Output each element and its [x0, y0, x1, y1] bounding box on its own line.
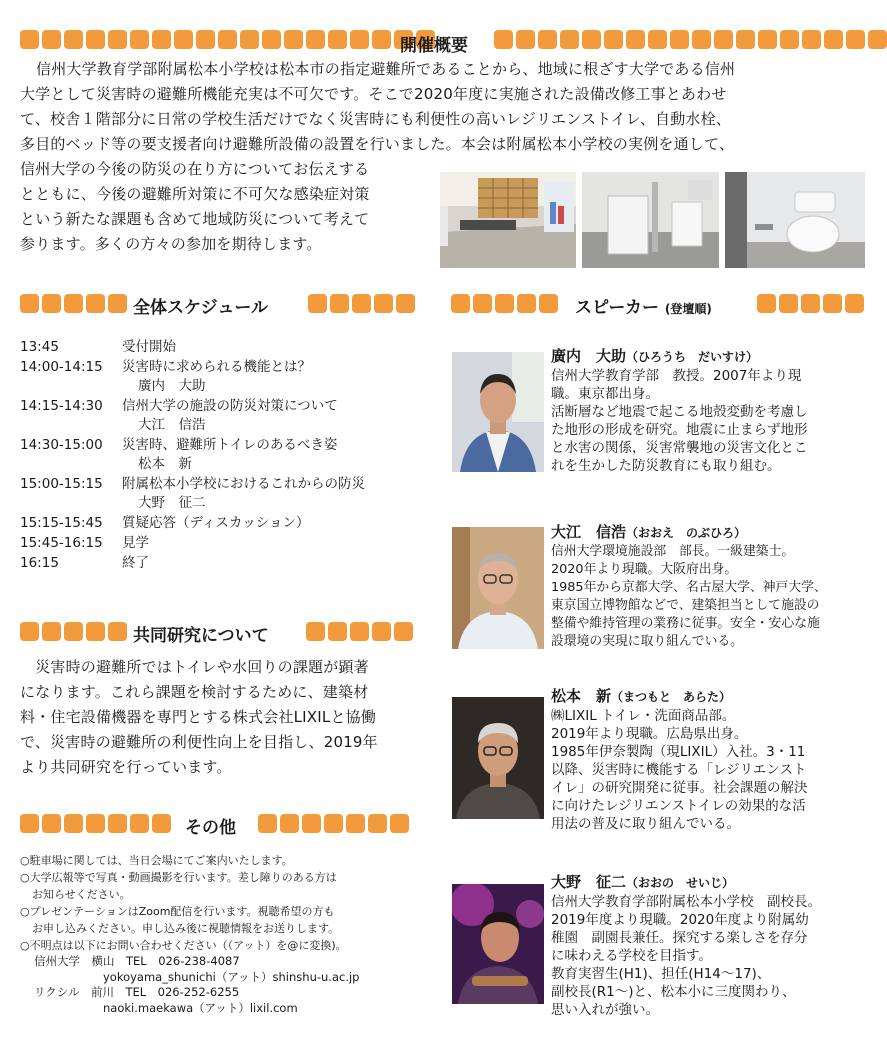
speaker-bio [551, 893, 877, 1019]
schedule-row [20, 396, 420, 416]
deco-square [302, 814, 321, 833]
deco-square [20, 294, 39, 313]
deco-square [824, 30, 843, 49]
speaker-kana: （おおの せいじ） [626, 876, 735, 890]
speaker-photo-ono [452, 884, 544, 1004]
bio-line: 用法の普及に取り組んでいる。 [551, 816, 740, 832]
speaker-name-text: 大野 征二 [551, 873, 627, 891]
deco-square [86, 622, 105, 641]
photo-hallway [440, 172, 576, 268]
deco-square [626, 30, 645, 49]
deco-square [350, 30, 369, 49]
deco-square [374, 294, 393, 313]
schedule-speaker: 大野 征二 [138, 495, 206, 511]
schedule-bar-right [308, 294, 415, 313]
deco-square [284, 30, 303, 49]
deco-square [64, 30, 83, 49]
bio-line: 以降、災害時に機能する「レジリエンスト [551, 762, 807, 778]
speaker-bio [551, 707, 871, 833]
bio-line: に向けたレジリエンストイレの効果的な活 [551, 798, 806, 814]
research-line: で、災害時の避難所の利便性向上を目指し、2019年 [20, 733, 378, 751]
other-item-text: ○不明点は以下にお問い合わせください（（アット）を@に変換)。 [20, 939, 347, 952]
speakers-heading-text: スピーカー [575, 298, 659, 318]
deco-square [372, 30, 391, 49]
research-bar-left [20, 622, 127, 641]
overview-line: て、校舎１階部分に日常の学校生活だけでなく災害時にも利便性の高いレジリエンストイレ、自動水栓、 [20, 110, 732, 128]
deco-square [692, 30, 711, 49]
deco-square [517, 294, 536, 313]
deco-square [42, 622, 61, 641]
deco-square [20, 814, 39, 833]
deco-square [258, 814, 277, 833]
schedule-time: 16:15 [20, 555, 59, 571]
overview-line: 多目的ベッド等の要支援者向け避難所設備の設置を行いました。本会は附属松本小学校の実例を通して、 [20, 135, 735, 153]
deco-square [846, 30, 865, 49]
other-item-text: ○駐車場に関しては、当日会場にてご案内いたします。 [20, 854, 293, 867]
bio-line: 信州大学教育学部 教授。2007年より現 [551, 368, 802, 384]
speaker-kana: （ひろうち だいすけ） [626, 350, 759, 364]
bio-line: 信州大学環境施設部 部長。一級建築士。 [551, 544, 795, 559]
schedule-heading: 全体スケジュール [133, 298, 268, 318]
research-bar-right [306, 622, 413, 641]
deco-square [42, 30, 61, 49]
overview-line: 大学として災害時の避難所機能充実は不可欠です。そこで2020年度に実施された設備改修工事とあわせ [20, 85, 727, 103]
schedule-item: 信州大学の施設の防災対策について [122, 398, 338, 414]
schedule-time: 15:00-15:15 [20, 476, 103, 492]
speaker-kana: （おおえ のぶひろ） [626, 526, 747, 540]
deco-square [494, 30, 513, 49]
deco-square [538, 30, 557, 49]
speaker-name-text: 廣内 大助 [551, 347, 627, 365]
deco-square [86, 30, 105, 49]
deco-square [736, 30, 755, 49]
bio-line: 1985年から京都大学、名古屋大学、神戸大学、 [551, 580, 827, 595]
deco-square [539, 294, 558, 313]
bio-line: 活断層など地震で起こる地殻変動を考慮し [551, 404, 808, 420]
speaker-name [551, 872, 877, 893]
speaker-name [551, 346, 871, 367]
deco-square [779, 294, 798, 313]
speaker-photo-matsumoto [452, 697, 544, 819]
schedule-item: 災害時、避難所トイレのあるべき姿 [122, 437, 338, 453]
bio-line: れを生かした防災教育にも取り組む。 [551, 458, 781, 474]
deco-square [346, 814, 365, 833]
bio-line: 1985年伊奈製陶（現LIXIL）入社。3・11 [551, 744, 806, 760]
overview-line: とともに、今後の避難所対策に不可欠な感染症対策 [20, 185, 370, 203]
deco-square [757, 294, 776, 313]
speaker-name-text: 松本 新 [551, 687, 612, 705]
deco-square [64, 294, 83, 313]
deco-square [20, 622, 39, 641]
deco-square [86, 294, 105, 313]
speaker-photo-hirouchi [452, 352, 544, 472]
other-notes [20, 852, 430, 1016]
deco-square [648, 30, 667, 49]
deco-square [394, 622, 413, 641]
deco-square [306, 30, 325, 49]
deco-square [196, 30, 215, 49]
bio-line: ㈱LIXIL トイレ・洗面商品部。 [551, 708, 736, 724]
deco-square [42, 294, 61, 313]
schedule-time: 15:15-15:45 [20, 515, 103, 531]
deco-square [152, 814, 171, 833]
schedule-item: 終了 [122, 555, 149, 571]
bio-line: イレ」の研究開発に従事。社会課題の解決 [551, 780, 808, 796]
deco-square [516, 30, 535, 49]
deco-square [86, 814, 105, 833]
overview-bar-right [494, 30, 887, 49]
overview-line: という新たな課題も含めて地域防災について考えて [20, 210, 370, 228]
other-item [20, 937, 430, 954]
schedule-row [20, 337, 420, 357]
deco-square [714, 30, 733, 49]
other-bar-left [20, 814, 171, 833]
speaker-card [551, 346, 871, 475]
speakers-bar-left [451, 294, 558, 313]
speaker-name [551, 522, 871, 543]
deco-square [495, 294, 514, 313]
other-item [20, 903, 430, 937]
deco-square [108, 814, 127, 833]
schedule-row [20, 513, 420, 533]
other-item [20, 852, 430, 869]
deco-square [20, 30, 39, 49]
deco-square [560, 30, 579, 49]
speakers-heading [575, 293, 712, 318]
deco-square [42, 814, 61, 833]
contact-line: yokoyama_shunichi（アット）shinshu-u.ac.jp [34, 969, 360, 984]
speakers-bar-right [757, 294, 864, 313]
other-item-text: ○大学広報等で写真・動画撮影を行います。差し障りのある方は [20, 871, 337, 884]
bio-line: 職。東京都出身。 [551, 386, 659, 402]
bio-line: 教育実習生(H1)、担任(H14～17)、 [551, 966, 771, 982]
deco-square [451, 294, 470, 313]
deco-square [64, 814, 83, 833]
other-item-text: お知らせください。 [32, 888, 131, 901]
bio-line: 整備や維持管理の業務に従事。安全・安心な施 [551, 616, 820, 631]
deco-square [396, 294, 415, 313]
photo-toilet [725, 172, 865, 268]
schedule-row [20, 357, 420, 377]
bio-line: 思い入れが強い。 [551, 1002, 659, 1018]
speaker-card [551, 872, 877, 1019]
deco-square [240, 30, 259, 49]
research-heading: 共同研究について [133, 626, 269, 646]
deco-square [352, 294, 371, 313]
overview-line: 参ります。多くの方々の参加を期待します。 [20, 235, 322, 253]
schedule-row [20, 435, 420, 455]
schedule-speaker: 廣内 大助 [138, 378, 206, 394]
deco-square [368, 814, 387, 833]
bio-line: た地形の形成を研究。地震に止まらず地形 [551, 422, 808, 438]
bio-line: 副校長(R1～)と、松本小に三度関わり、 [551, 984, 796, 1000]
bio-line: 稚園 副園長兼任。探究する楽しさを存分 [551, 930, 808, 946]
schedule-bar-left [20, 294, 127, 313]
bio-line: に味わえる学校を目指す。 [551, 948, 712, 964]
deco-square [868, 30, 887, 49]
speaker-bio [551, 543, 871, 651]
deco-square [758, 30, 777, 49]
schedule-time: 14:30-15:00 [20, 437, 103, 453]
speaker-kana: （まつもと あらた） [611, 690, 732, 704]
schedule-item: 見学 [122, 535, 149, 551]
schedule-item: 附属松本小学校におけるこれからの防災 [122, 476, 365, 492]
research-line: より共同研究を行っています。 [20, 758, 232, 776]
deco-square [802, 30, 821, 49]
other-item-text: お申し込みください。申し込み後に視聴情報をお送りします。 [32, 922, 340, 935]
other-item-text: ○プレゼンテーションはZoom配信を行います。視聴希望の方も [20, 905, 335, 918]
bio-line: 2019年より現職。広島県出身。 [551, 726, 748, 742]
deco-square [780, 30, 799, 49]
bio-line: 信州大学教育学部附属松本小学校 副校長。 [551, 894, 821, 910]
deco-square [130, 814, 149, 833]
deco-square [174, 30, 193, 49]
contact-line: リクシル 前川 TEL 026-252-6255 [34, 985, 240, 999]
deco-square [152, 30, 171, 49]
research-text [20, 655, 420, 780]
deco-square [262, 30, 281, 49]
overview-bar-left [20, 30, 435, 49]
deco-square [582, 30, 601, 49]
bio-line: 東京国立博物館などで、建築担当として施設の [551, 598, 820, 613]
speaker-name [551, 686, 871, 707]
deco-square [130, 30, 149, 49]
deco-square [280, 814, 299, 833]
schedule-time: 14:15-14:30 [20, 398, 103, 414]
deco-square [823, 294, 842, 313]
speaker-name-text: 大江 信浩 [551, 523, 627, 541]
research-line: 災害時の避難所ではトイレや水回りの課題が顕著 [20, 658, 369, 676]
deco-square [308, 294, 327, 313]
schedule-item: 災害時に求められる機能とは？ [122, 359, 311, 375]
other-heading: その他 [185, 818, 236, 838]
deco-square [324, 814, 343, 833]
research-line: 料・住宅設備機器を専門とする株式会社LIXILと協働 [20, 708, 377, 726]
speaker-card [551, 686, 871, 833]
bio-line: 2020年より現職。大阪府出身。 [551, 562, 738, 577]
speaker-bio [551, 367, 871, 475]
bio-line: 設環境の実現に取り組んでいる。 [551, 634, 743, 649]
deco-square [328, 622, 347, 641]
bio-line: と水害の関係，災害常襲地の災害文化とこ [551, 440, 808, 456]
contact-line: 信州大学 横山 TEL 026-238-4087 [34, 954, 240, 968]
schedule-time: 13:45 [20, 339, 59, 355]
schedule-list [20, 337, 420, 573]
deco-square [473, 294, 492, 313]
deco-square [218, 30, 237, 49]
overview-line: 信州大学教育学部附属松本小学校は松本市の指定避難所であることから、地域に根ざす大学である信州 [36, 60, 736, 78]
photo-toilet-room [582, 172, 719, 268]
schedule-time: 15:45-16:15 [20, 535, 103, 551]
deco-square [604, 30, 623, 49]
deco-square [845, 294, 864, 313]
contact-line: naoki.maekawa（アット）lixil.com [34, 1000, 298, 1015]
schedule-time: 14:00-14:15 [20, 359, 103, 375]
deco-square [390, 814, 409, 833]
overview-line: 信州大学の今後の防災の在り方についてお伝えする [20, 160, 370, 178]
schedule-row [20, 553, 420, 573]
schedule-item: 受付開始 [122, 339, 176, 355]
schedule-speaker: 松本 新 [138, 456, 192, 472]
deco-square [372, 622, 391, 641]
deco-square [350, 622, 369, 641]
speakers-heading-note: (登壇順) [664, 302, 712, 316]
speaker-card [551, 522, 871, 651]
other-item [20, 869, 430, 903]
contact-block [20, 954, 430, 1016]
schedule-speaker: 大江 信浩 [138, 417, 206, 433]
speaker-photo-oe [452, 527, 544, 649]
deco-square [330, 294, 349, 313]
bio-line: 2019年度より現職。2020年度より附属幼 [551, 912, 809, 928]
deco-square [801, 294, 820, 313]
schedule-row [20, 474, 420, 494]
schedule-item: 質疑応答（ディスカッション） [122, 515, 310, 531]
deco-square [670, 30, 689, 49]
other-bar-right [258, 814, 409, 833]
deco-square [64, 622, 83, 641]
deco-square [306, 622, 325, 641]
deco-square [108, 30, 127, 49]
schedule-row [20, 533, 420, 553]
deco-square [328, 30, 347, 49]
deco-square [108, 294, 127, 313]
deco-square [108, 622, 127, 641]
overview-heading: 開催概要 [400, 36, 468, 56]
research-line: になります。これら課題を検討するために、建築材 [20, 683, 369, 701]
